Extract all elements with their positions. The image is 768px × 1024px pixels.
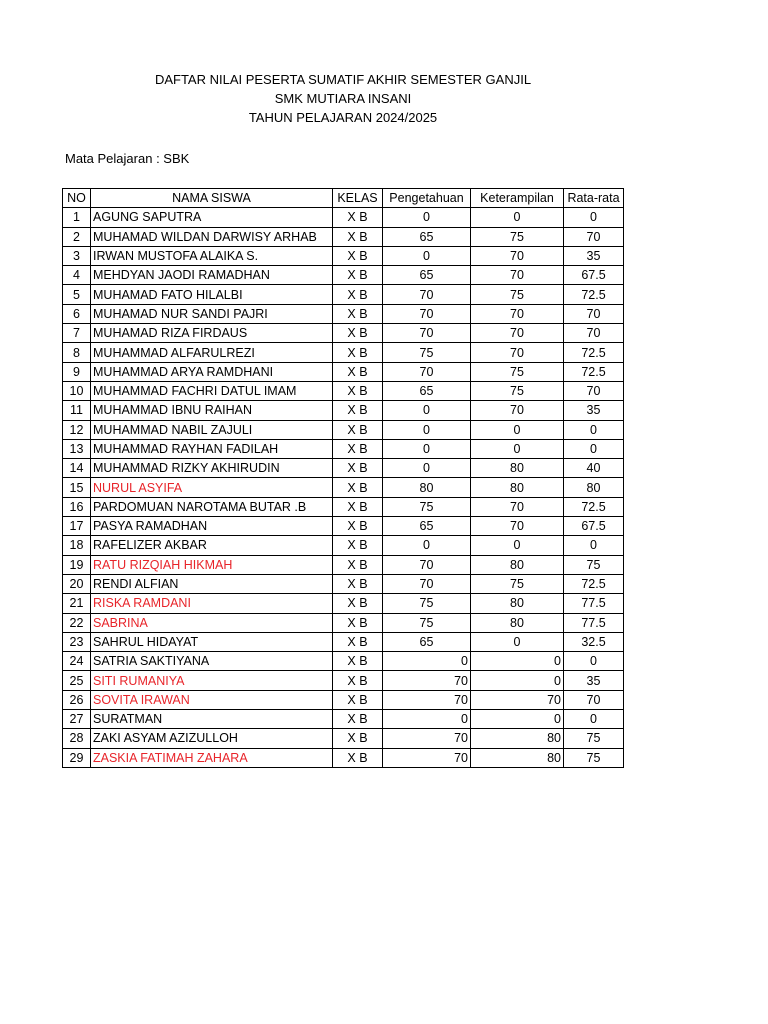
table-row <box>63 497 624 516</box>
student-name: RISKA RAMDANI <box>91 594 333 613</box>
table-row <box>63 613 624 632</box>
knowledge-score: 0 <box>383 459 471 478</box>
row-number: 20 <box>63 574 91 593</box>
student-name: SABRINA <box>91 613 333 632</box>
subject-line <box>65 151 189 166</box>
average-score: 35 <box>564 401 624 420</box>
average-score: 75 <box>564 729 624 748</box>
table-row <box>63 343 624 362</box>
column-header-name: NAMA SISWA <box>91 189 333 208</box>
average-score: 32.5 <box>564 632 624 651</box>
table-row <box>63 478 624 497</box>
knowledge-score: 0 <box>383 401 471 420</box>
skills-score: 0 <box>471 420 564 439</box>
skills-score: 70 <box>471 266 564 285</box>
table-row <box>63 690 624 709</box>
average-score: 72.5 <box>564 362 624 381</box>
table-row <box>63 671 624 690</box>
class-cell: X B <box>333 536 383 555</box>
average-score: 70 <box>564 227 624 246</box>
skills-score: 0 <box>471 671 564 690</box>
document-title <box>0 70 686 127</box>
subject-separator: : <box>152 151 164 166</box>
class-cell: X B <box>333 266 383 285</box>
row-number: 14 <box>63 459 91 478</box>
student-name: MUHAMMAD NABIL ZAJULI <box>91 420 333 439</box>
column-header-average: Rata-rata <box>564 189 624 208</box>
title-line-1: DAFTAR NILAI PESERTA SUMATIF AKHIR SEMESTER GANJIL <box>154 72 532 87</box>
student-name: RENDI ALFIAN <box>91 574 333 593</box>
average-score: 80 <box>564 478 624 497</box>
knowledge-score: 70 <box>383 729 471 748</box>
class-cell: X B <box>333 613 383 632</box>
average-score: 35 <box>564 671 624 690</box>
student-name: MUHAMMAD ARYA RAMDHANI <box>91 362 333 381</box>
average-score: 72.5 <box>564 497 624 516</box>
student-name: ZAKI ASYAM AZIZULLOH <box>91 729 333 748</box>
average-score: 0 <box>564 710 624 729</box>
skills-score: 75 <box>471 574 564 593</box>
average-score: 75 <box>564 555 624 574</box>
class-cell: X B <box>333 497 383 516</box>
class-cell: X B <box>333 227 383 246</box>
student-name: MUHAMAD NUR SANDI PAJRI <box>91 304 333 323</box>
class-cell: X B <box>333 381 383 400</box>
average-score: 67.5 <box>564 517 624 536</box>
table-row <box>63 401 624 420</box>
table-row <box>63 324 624 343</box>
skills-score: 70 <box>471 690 564 709</box>
school-name: SMK MUTIARA INSANI <box>274 91 412 106</box>
column-header-knowledge: Pengetahuan <box>383 189 471 208</box>
student-name: SITI RUMANIYA <box>91 671 333 690</box>
student-name: RAFELIZER AKBAR <box>91 536 333 555</box>
subject-label: Mata Pelajaran <box>65 151 153 166</box>
average-score: 40 <box>564 459 624 478</box>
skills-score: 80 <box>471 613 564 632</box>
table-row <box>63 227 624 246</box>
class-cell: X B <box>333 690 383 709</box>
student-name: PARDOMUAN NAROTAMA BUTAR .B <box>91 497 333 516</box>
student-name: RATU RIZQIAH HIKMAH <box>91 555 333 574</box>
table-row <box>63 459 624 478</box>
row-number: 21 <box>63 594 91 613</box>
average-score: 0 <box>564 536 624 555</box>
class-cell: X B <box>333 710 383 729</box>
class-cell: X B <box>333 517 383 536</box>
table-row <box>63 420 624 439</box>
knowledge-score: 65 <box>383 266 471 285</box>
student-name: ZASKIA FATIMAH ZAHARA <box>91 748 333 767</box>
class-cell: X B <box>333 632 383 651</box>
skills-score: 70 <box>471 517 564 536</box>
row-number: 7 <box>63 324 91 343</box>
knowledge-score: 75 <box>383 497 471 516</box>
class-cell: X B <box>333 208 383 227</box>
table-header-row <box>63 189 624 208</box>
knowledge-score: 70 <box>383 690 471 709</box>
skills-score: 70 <box>471 304 564 323</box>
average-score: 72.5 <box>564 285 624 304</box>
student-name: SAHRUL HIDAYAT <box>91 632 333 651</box>
skills-score: 70 <box>471 497 564 516</box>
student-name: SURATMAN <box>91 710 333 729</box>
table-row <box>63 632 624 651</box>
table-row <box>63 594 624 613</box>
table-row <box>63 266 624 285</box>
knowledge-score: 0 <box>383 420 471 439</box>
class-cell: X B <box>333 420 383 439</box>
row-number: 6 <box>63 304 91 323</box>
average-score: 70 <box>564 690 624 709</box>
knowledge-score: 70 <box>383 574 471 593</box>
skills-score: 80 <box>471 748 564 767</box>
knowledge-score: 70 <box>383 285 471 304</box>
table-row <box>63 208 624 227</box>
row-number: 18 <box>63 536 91 555</box>
student-name: SATRIA SAKTIYANA <box>91 652 333 671</box>
knowledge-score: 75 <box>383 343 471 362</box>
row-number: 23 <box>63 632 91 651</box>
average-score: 67.5 <box>564 266 624 285</box>
student-name: IRWAN MUSTOFA ALAIKA S. <box>91 246 333 265</box>
column-header-skills: Keterampilan <box>471 189 564 208</box>
table-row <box>63 304 624 323</box>
table-row <box>63 517 624 536</box>
skills-score: 80 <box>471 729 564 748</box>
row-number: 3 <box>63 246 91 265</box>
skills-score: 0 <box>471 710 564 729</box>
row-number: 17 <box>63 517 91 536</box>
average-score: 77.5 <box>564 594 624 613</box>
knowledge-score: 80 <box>383 478 471 497</box>
academic-year: TAHUN PELAJARAN 2024/2025 <box>248 110 438 125</box>
class-cell: X B <box>333 304 383 323</box>
knowledge-score: 0 <box>383 710 471 729</box>
class-cell: X B <box>333 478 383 497</box>
row-number: 12 <box>63 420 91 439</box>
skills-score: 0 <box>471 632 564 651</box>
student-name: AGUNG SAPUTRA <box>91 208 333 227</box>
class-cell: X B <box>333 748 383 767</box>
student-name: MUHAMMAD IBNU RAIHAN <box>91 401 333 420</box>
knowledge-score: 70 <box>383 671 471 690</box>
knowledge-score: 65 <box>383 227 471 246</box>
skills-score: 0 <box>471 536 564 555</box>
grades-table <box>62 188 624 768</box>
skills-score: 0 <box>471 439 564 458</box>
class-cell: X B <box>333 285 383 304</box>
table-row <box>63 729 624 748</box>
row-number: 11 <box>63 401 91 420</box>
student-name: PASYA RAMADHAN <box>91 517 333 536</box>
knowledge-score: 70 <box>383 555 471 574</box>
skills-score: 80 <box>471 594 564 613</box>
student-name: MUHAMMAD RAYHAN FADILAH <box>91 439 333 458</box>
skills-score: 75 <box>471 381 564 400</box>
row-number: 10 <box>63 381 91 400</box>
knowledge-score: 0 <box>383 208 471 227</box>
skills-score: 70 <box>471 343 564 362</box>
student-name: MEHDYAN JAODI RAMADHAN <box>91 266 333 285</box>
knowledge-score: 75 <box>383 594 471 613</box>
class-cell: X B <box>333 362 383 381</box>
row-number: 16 <box>63 497 91 516</box>
average-score: 72.5 <box>564 574 624 593</box>
row-number: 8 <box>63 343 91 362</box>
average-score: 35 <box>564 246 624 265</box>
row-number: 24 <box>63 652 91 671</box>
class-cell: X B <box>333 401 383 420</box>
average-score: 0 <box>564 439 624 458</box>
skills-score: 70 <box>471 401 564 420</box>
student-name: MUHAMAD FATO HILALBI <box>91 285 333 304</box>
student-name: MUHAMMAD ALFARULREZI <box>91 343 333 362</box>
column-header-no: NO <box>63 189 91 208</box>
row-number: 13 <box>63 439 91 458</box>
row-number: 25 <box>63 671 91 690</box>
row-number: 28 <box>63 729 91 748</box>
table-row <box>63 574 624 593</box>
row-number: 26 <box>63 690 91 709</box>
row-number: 27 <box>63 710 91 729</box>
knowledge-score: 75 <box>383 613 471 632</box>
student-name: SOVITA IRAWAN <box>91 690 333 709</box>
row-number: 29 <box>63 748 91 767</box>
row-number: 19 <box>63 555 91 574</box>
knowledge-score: 70 <box>383 362 471 381</box>
class-cell: X B <box>333 652 383 671</box>
row-number: 4 <box>63 266 91 285</box>
knowledge-score: 0 <box>383 246 471 265</box>
skills-score: 75 <box>471 227 564 246</box>
table-row <box>63 246 624 265</box>
knowledge-score: 65 <box>383 381 471 400</box>
class-cell: X B <box>333 574 383 593</box>
subject-value: SBK <box>163 151 190 166</box>
row-number: 9 <box>63 362 91 381</box>
row-number: 5 <box>63 285 91 304</box>
row-number: 22 <box>63 613 91 632</box>
skills-score: 80 <box>471 459 564 478</box>
average-score: 0 <box>564 208 624 227</box>
class-cell: X B <box>333 343 383 362</box>
knowledge-score: 70 <box>383 748 471 767</box>
class-cell: X B <box>333 671 383 690</box>
skills-score: 70 <box>471 246 564 265</box>
class-cell: X B <box>333 246 383 265</box>
knowledge-score: 65 <box>383 517 471 536</box>
knowledge-score: 0 <box>383 439 471 458</box>
column-header-class: KELAS <box>333 189 383 208</box>
student-name: MUHAMAD WILDAN DARWISY ARHAB <box>91 227 333 246</box>
class-cell: X B <box>333 439 383 458</box>
table-row <box>63 748 624 767</box>
skills-score: 80 <box>471 478 564 497</box>
student-name: MUHAMMAD RIZKY AKHIRUDIN <box>91 459 333 478</box>
row-number: 2 <box>63 227 91 246</box>
student-name: NURUL ASYIFA <box>91 478 333 497</box>
average-score: 70 <box>564 304 624 323</box>
average-score: 77.5 <box>564 613 624 632</box>
skills-score: 75 <box>471 285 564 304</box>
skills-score: 70 <box>471 324 564 343</box>
knowledge-score: 70 <box>383 304 471 323</box>
table-row <box>63 285 624 304</box>
average-score: 0 <box>564 652 624 671</box>
average-score: 0 <box>564 420 624 439</box>
table-row <box>63 652 624 671</box>
knowledge-score: 0 <box>383 652 471 671</box>
table-row <box>63 555 624 574</box>
class-cell: X B <box>333 459 383 478</box>
average-score: 70 <box>564 324 624 343</box>
skills-score: 0 <box>471 208 564 227</box>
student-name: MUHAMAD RIZA FIRDAUS <box>91 324 333 343</box>
row-number: 15 <box>63 478 91 497</box>
average-score: 72.5 <box>564 343 624 362</box>
knowledge-score: 70 <box>383 324 471 343</box>
skills-score: 0 <box>471 652 564 671</box>
student-name: MUHAMMAD FACHRI DATUL IMAM <box>91 381 333 400</box>
knowledge-score: 65 <box>383 632 471 651</box>
average-score: 70 <box>564 381 624 400</box>
table-row <box>63 536 624 555</box>
knowledge-score: 0 <box>383 536 471 555</box>
class-cell: X B <box>333 594 383 613</box>
class-cell: X B <box>333 729 383 748</box>
class-cell: X B <box>333 324 383 343</box>
table-row <box>63 362 624 381</box>
class-cell: X B <box>333 555 383 574</box>
table-row <box>63 439 624 458</box>
row-number: 1 <box>63 208 91 227</box>
table-row <box>63 381 624 400</box>
average-score: 75 <box>564 748 624 767</box>
skills-score: 80 <box>471 555 564 574</box>
skills-score: 75 <box>471 362 564 381</box>
table-row <box>63 710 624 729</box>
table-body <box>63 208 624 768</box>
